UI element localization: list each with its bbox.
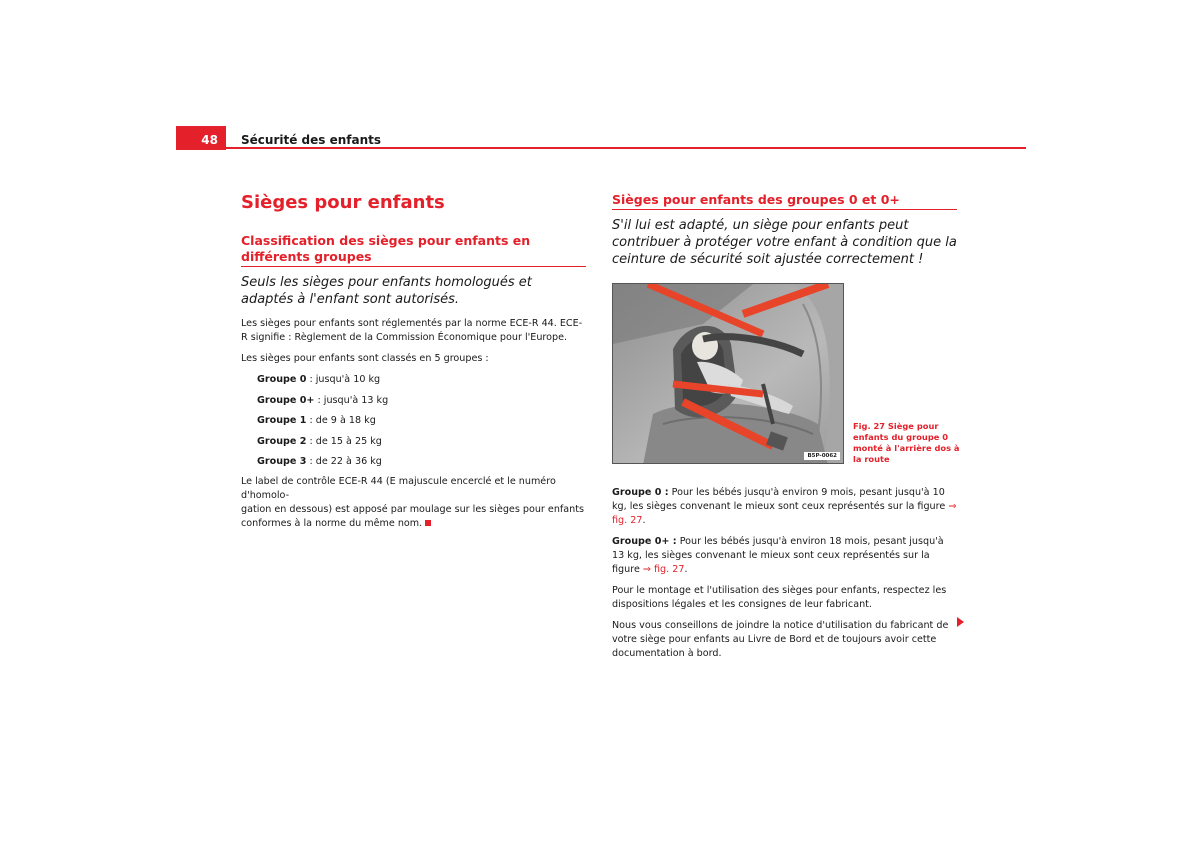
child-seat-illustration xyxy=(613,284,844,464)
subheading-classification: Classification des sièges pour enfants en différents groupes xyxy=(241,233,586,267)
subheading-groups-0: Sièges pour enfants des groupes 0 et 0+ xyxy=(612,192,957,210)
paragraph-norm: Les sièges pour enfants sont réglementés par la norme ECE-R 44. ECE-R signifie : Règlement de la Commission Économique pour l'Europe. xyxy=(241,318,583,343)
figure-child-seat xyxy=(612,283,844,464)
figure-caption: Fig. 27 Siège pour enfants du groupe 0 monté à l'arrière dos à la route xyxy=(853,421,960,464)
header-divider xyxy=(176,147,1026,149)
figure-reference-link[interactable]: ⇒ fig. 27 xyxy=(642,564,685,575)
group-list xyxy=(241,373,586,469)
end-of-section-icon xyxy=(425,520,431,526)
paragraph-label: Le label de contrôle ECE-R 44 (E majuscule encerclé et le numéro d'homolo- gation en dessous) est apposé par moulage sur les sièges pour enfants conformes à la norme du même nom. xyxy=(241,476,584,530)
right-column xyxy=(612,192,957,268)
safety-lead: S'il lui est adapté, un siège pour enfants peut contribuer à protéger votre enfant à condition que la ceinture de sécurité soit ajustée correctement ! xyxy=(612,218,957,267)
list-item: Groupe 0+ : jusqu'à 13 kg xyxy=(257,394,389,406)
running-header: Sécurité des enfants xyxy=(241,133,381,147)
page-title: Sièges pour enfants xyxy=(241,192,445,213)
paragraph-group-0plus: Groupe 0+ : Pour les bébés jusqu'à environ 18 mois, pesant jusqu'à 13 kg, les sièges convenant le mieux sont ceux représentés sur la figure ⇒ fig. 27. xyxy=(612,536,944,575)
figure-code: B5P-0062 xyxy=(804,452,840,460)
left-column xyxy=(241,192,586,531)
page-number: 48 xyxy=(176,126,226,150)
list-item: Groupe 0 : jusqu'à 10 kg xyxy=(257,374,381,385)
list-item: Groupe 3 : de 22 à 36 kg xyxy=(257,456,382,468)
paragraph-groups-intro: Les sièges pour enfants sont classés en 5 groupes : xyxy=(241,353,489,364)
paragraph-documentation: Nous vous conseillons de joindre la notice d'utilisation du fabricant de votre siège pour enfants au Livre de Bord et de toujours avoir cette documentation à bord. xyxy=(612,620,949,659)
right-body xyxy=(612,486,957,661)
intro-lead: Seuls les sièges pour enfants homologués et adaptés à l'enfant sont autorisés. xyxy=(241,275,532,307)
paragraph-installation: Pour le montage et l'utilisation des sièges pour enfants, respectez les dispositions légales et les consignes de leur fabricant. xyxy=(612,585,947,610)
continue-arrow-icon xyxy=(957,617,964,627)
paragraph-group-0: Groupe 0 : Pour les bébés jusqu'à environ 9 mois, pesant jusqu'à 10 kg, les sièges convenant le mieux sont ceux représentés sur la figure ⇒ fig. 27. xyxy=(612,487,957,526)
list-item: Groupe 1 : de 9 à 18 kg xyxy=(257,415,376,427)
figure-reference-link[interactable]: ⇒ fig. 27 xyxy=(612,501,957,526)
list-item: Groupe 2 : de 15 à 25 kg xyxy=(257,435,382,447)
